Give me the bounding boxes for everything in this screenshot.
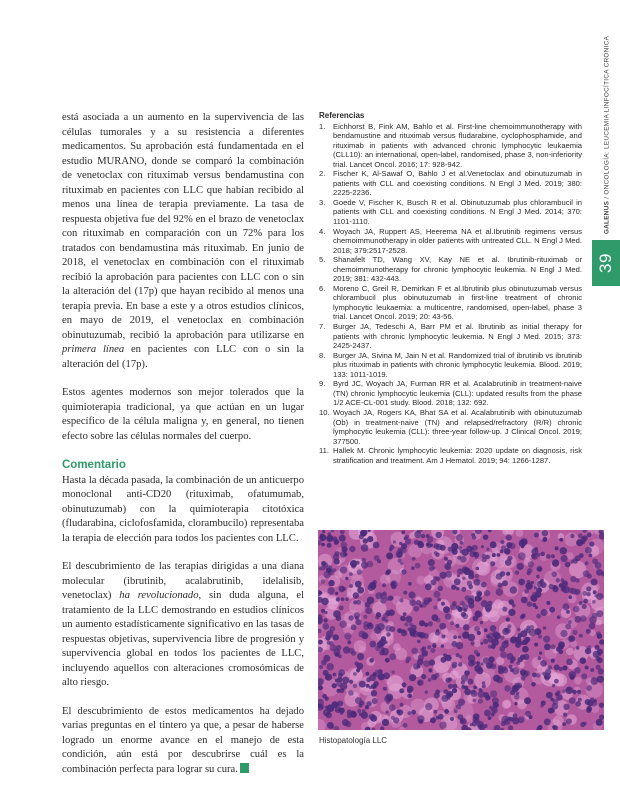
reference-item	[319, 284, 582, 322]
reference-text: Burger JA, Tedeschi A, Barr PM et al. Ibrutinib as initial therapy for patients with chronic lymphocytic leukemia. N Engl J Med. 2015; 373: 2425-2437.	[333, 322, 582, 351]
reference-item	[319, 255, 582, 284]
reference-number: 7.	[319, 322, 326, 332]
paragraph-5-text: El descubrimiento de estos medicamentos ha dejado varias preguntas en el tintero ya que, a pesar de haberse logrado un enorme avance en el manejo de esta condición, aún está por descubrirse cuál es la combinación perfecta para lograr su cura.	[62, 705, 304, 775]
body-column	[62, 111, 304, 777]
page-number-tab	[592, 240, 620, 286]
reference-text: Woyach JA, Rogers KA, Bhat SA et al. Acalabrutinib with obinutuzumab (Ob) in treatment-naive (TN) and relapsed/refractory (R/R) chronic lymphocytic leukemia (CLL): three-year follow-up. J Clinical Oncol. 2019; 377500.	[333, 407, 582, 446]
paragraph-1-text: está asociada a un aumento en la supervivencia de las células tumorales y a su resistencia a diferentes medicamentos. Su aprobación está fundamentada en el estudio MURANO, donde se comparó la combinación de venetoclax con rituximab versus bendamustina con rituximab en pacientes con LLC que habían recibido al menos una línea de terapia previamente. La tasa de respuesta objetiva fue del 92% en el brazo de venetoclax con rituximab en comparación con un 72% para los tratados con bendamustina más rituximab. En junio de 2018, el venetoclax en combinación con el rituximab recibió la aprobación para pacientes con LLC con o sin la alteración del (17p) que hayan recibido al menos una terapia previa. En base a este y a otros estudios clínicos, en mayo de 2019, el venetoclax en combinación obinutuzumab, recibió la aprobación para utilizarse en	[62, 112, 304, 341]
reference-item	[319, 408, 582, 446]
reference-text: Hallek M. Chronic lymphocytic leukemia: 2020 update on diagnosis, risk stratification and treatment. Am J Hematol. 2019; 94: 1266-1287.	[333, 446, 582, 465]
reference-number: 3.	[319, 197, 326, 207]
running-header-text	[604, 36, 611, 234]
journal-brand: GALENUS	[603, 200, 611, 235]
reference-number: 10.	[319, 407, 330, 417]
paragraph-4-start: El descubrimiento de las terapias dirigidas a una diana molecular (ibrutinib, acalabrutinib, idelalisib, venetoclax)	[62, 561, 304, 601]
running-header	[600, 35, 614, 235]
reference-item	[319, 227, 582, 256]
paragraph-4-end: , sin duda alguna, el tratamiento de la LLC demostrando en estudios clínicos un aumento estadísticamente significativo en las tasas de respuestas objetivas, supervivencia libre de progresión y supervivencia global en todos los pacientes de LLC, incluyendo aquellos con alteraciones cromosómicas de alto riesgo.	[62, 590, 305, 688]
section-heading: Comentario	[62, 459, 126, 471]
figure-caption: Histopatología LLC	[319, 736, 388, 745]
reference-text: Fischer K, Al-Sawaf O, Bahlo J et al.Venetoclax and obinutuzumab in patients with CLL and coexisting conditions. N Engl J Med. 2019; 380: 2225-2236.	[333, 169, 582, 198]
reference-text: Eichhorst B, Fink AM, Bahlo et al. First-line chemoimmunotherapy with bendamustine and rituximab versus fludarabine, cyclophosphamide, and rituximab in patients with advanced chronic lymphocytic leukaemia (CLL10): an international, open-label, randomised, phase 3, non-inferiority trial. Lancet Oncol. 2016; 17: 928-942.	[333, 121, 582, 169]
reference-number: 5.	[319, 255, 326, 265]
reference-number: 9.	[319, 379, 326, 389]
reference-text: Woyach JA, Ruppert AS, Heerema NA et al.Ibrutinib regimens versus chemoimmunotherapy in older patients with untreated CLL. N Engl J Med. 2018; 379:2517-2528.	[333, 226, 582, 255]
end-mark-icon	[240, 763, 249, 773]
paragraph-1	[62, 111, 304, 372]
paragraph-4	[62, 560, 304, 691]
reference-number: 2.	[319, 169, 326, 179]
paragraph-1-emphasis: primera línea	[62, 344, 125, 355]
reference-item	[319, 169, 582, 198]
histopathology-graphic	[318, 530, 604, 730]
reference-text: Byrd JC, Woyach JA, Furman RR et al. Acalabrutinib in treatment-naive (TN) chronic lymphocytic leukemia (CLL): updated results from the phase 1/2 ACE-CL-001 study. Blood. 2018; 132: 692.	[333, 379, 582, 408]
histopathology-image	[318, 530, 604, 730]
references-title: Referencias	[319, 111, 365, 120]
reference-text: Burger JA, Sivina M, Jain N et al. Randomized trial of ibrutinib vs ibrutinib plus rituximab in patients with chronic lymphocytic leukemia. Blood. 2019; 133: 1011-1019.	[333, 350, 582, 379]
references-list	[319, 122, 582, 466]
reference-item	[319, 322, 582, 351]
reference-number: 6.	[319, 283, 326, 293]
references-column	[319, 111, 582, 465]
reference-number: 1.	[319, 121, 326, 131]
section-name: / ONCOLOGÍA: LEUCEMIA LINFOCÍTICA CRÓNICA	[603, 35, 611, 201]
paragraph-3: Hasta la década pasada, la combinación de un anticuerpo monoclonal anti-CD20 (rituximab, ofatumumab, obinutuzumab) con la quimioterapia citotóxica (fludarabina, ciclofosfamida, clorambucilo) representaba la terapia de elección para todos los pacientes con LLC.	[62, 474, 304, 544]
page-number-wrap	[592, 240, 620, 286]
reference-item	[319, 446, 582, 465]
reference-text: Moreno C, Greil R, Demirkan F et al.Ibrutinib plus obinutuzumab versus chlorambucil plus obinutuzumab in first-line treatment of chronic lymphocytic leukaemia: a multicentre, randomised, open-label, phase 3 trial. Lancet Oncol. 2019; 20: 43-56.	[333, 283, 582, 322]
page-number: 39	[595, 253, 615, 273]
reference-item	[319, 379, 582, 408]
paragraph-2: Estos agentes modernos son mejor tolerados que la quimioterapia tradicional, ya que actúan en un lugar específico de la célula maligna y, en general, no tienen efecto sobre las células normales del cuerpo.	[62, 387, 304, 442]
reference-item	[319, 122, 582, 170]
reference-number: 4.	[319, 226, 326, 236]
paragraph-4-emphasis: ha revolucionado	[119, 590, 199, 601]
reference-text: Shanafelt TD, Wang XV, Kay NE et al. Ibrutinib-rituximab or chemoimmunotherapy for chronic lymphocytic leukemia. N Engl J Med. 2019; 381: 432-443.	[333, 255, 582, 284]
reference-number: 8.	[319, 350, 326, 360]
reference-item	[319, 198, 582, 227]
reference-number: 11.	[319, 446, 329, 456]
paragraph-1-tail: en pacientes con LLC con o sin la alteración del (17p).	[62, 344, 304, 370]
paragraph-5	[62, 705, 304, 778]
reference-item	[319, 351, 582, 380]
reference-text: Goede V, Fischer K, Busch R et al. Obinutuzumab plus chlorambucil in patients with CLL and coexisting conditions. N Engl J Med. 2014; 370: 1101-1110.	[333, 197, 582, 227]
